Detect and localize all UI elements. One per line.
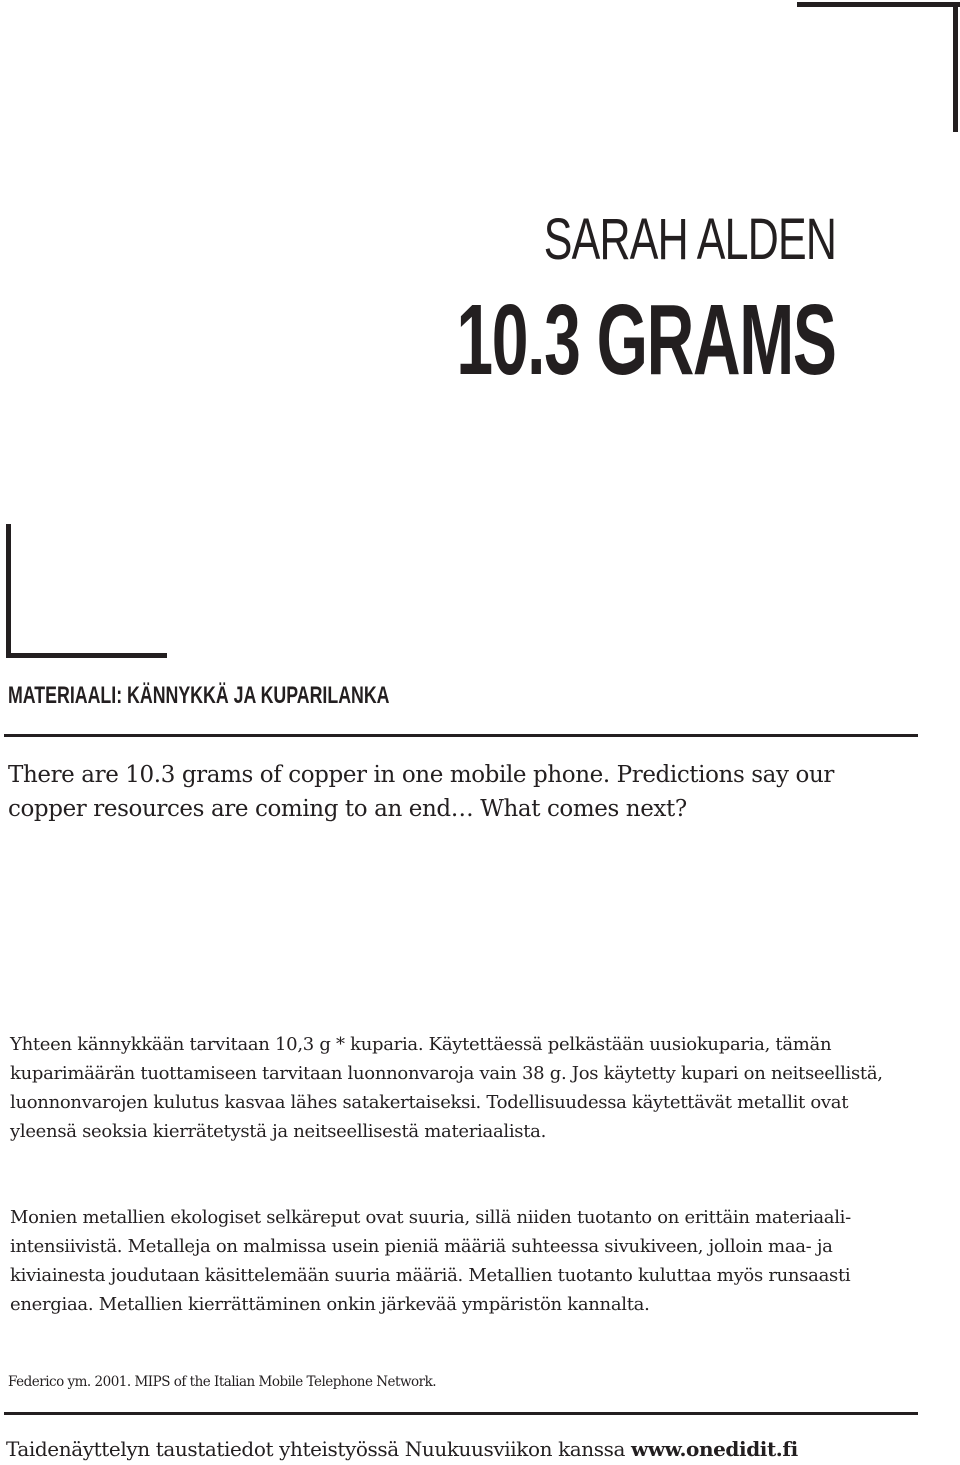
corner-mark-bottom-left-vertical: [6, 524, 11, 658]
artwork-title: 10.3 GRAMS: [456, 284, 836, 396]
divider-top: [4, 734, 918, 737]
footer-text: Taidenäyttelyn taustatiedot yhteistyössä Nuukuusviikon kanssa: [6, 1437, 631, 1461]
artist-name: SARAH ALDEN: [543, 207, 836, 272]
corner-mark-bottom-left-horizontal: [6, 653, 167, 658]
reference-note: Federico ym. 2001. MIPS of the Italian Mobile Telephone Network.: [8, 1374, 437, 1390]
corner-mark-top-right-horizontal: [797, 2, 960, 7]
body-paragraph-2: Monien metallien ekologiset selkäreput ovat suuria, sillä niiden tuotanto on erittäin materiaali-intensiivistä. Metalleja on malmissa usein pieniä määriä suhteessa sivukiveen, jolloin maa- ja kiviainesta joudutaan käsittelemään suuria määriä. Metallien tuotanto kuluttaa myös runsaasti energiaa. Metallien kierrättäminen onkin järkevää ympäristön kannalta.: [10, 1207, 851, 1315]
footer: [6, 1434, 798, 1464]
intro-text: There are 10.3 grams of copper in one mobile phone. Predictions say our copper resources are coming to an end… What comes next?: [8, 762, 834, 822]
material-label: MATERIAALI: KÄNNYKKÄ JA KUPARILANKA: [8, 682, 390, 709]
footer-url[interactable]: www.onedidit.fi: [631, 1437, 798, 1461]
body-paragraph-1: Yhteen kännykkään tarvitaan 10,3 g * kuparia. Käytettäessä pelkästään uusiokuparia, tämän kuparimäärän tuottamiseen tarvitaan luonnonvaroja vain 38 g. Jos käytetty kupari on neitseellistä, luonnonvarojen kulutus kasvaa lähes satakertaiseksi. Todellisuudessa käytettävät metallit ovat yleensä seoksia kierrätetystä ja neitseellisestä materiaalista.: [10, 1034, 883, 1142]
divider-bottom: [4, 1412, 918, 1415]
corner-mark-top-right-vertical: [953, 2, 958, 132]
